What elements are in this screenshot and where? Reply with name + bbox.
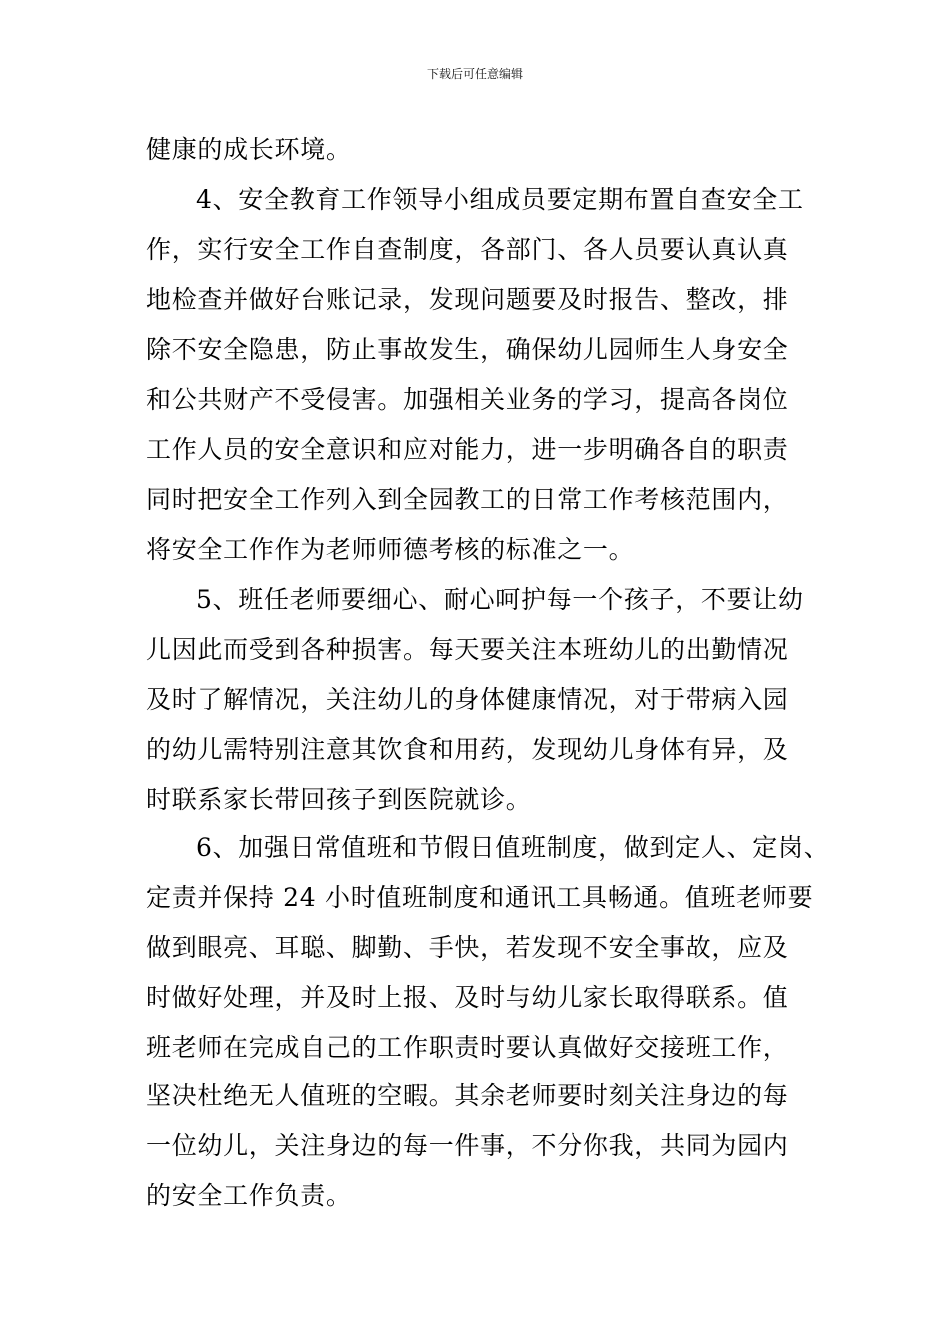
text-line: 的幼儿需特别注意其饮食和用药，发现幼儿身体有异，及 (146, 735, 789, 764)
text-line: 坚决杜绝无人值班的空暇。其余老师要时刻关注身边的每 (146, 1081, 789, 1110)
page-header-note: 下载后可任意编辑 (426, 67, 523, 81)
paragraph-6-first-line: 6、加强日常值班和节假日值班制度，做到定人、定岗、 (196, 833, 830, 862)
text-line: 将安全工作作为老师师德考核的标准之一。 (146, 535, 635, 564)
text-line: 作，实行安全工作自查制度，各部门、各人员要认真认真 (146, 235, 789, 264)
paragraph-4-first-line: 4、安全教育工作领导小组成员要定期布置自查安全工 (196, 185, 804, 214)
text-line: 班老师在完成自己的工作职责时要认真做好交接班工作， (146, 1033, 789, 1062)
text-line: 工作人员的安全意识和应对能力，进一步明确各自的职责 (146, 435, 789, 464)
text-line: 同时把安全工作列入到全园教工的日常工作考核范围内， (146, 485, 789, 514)
text-line: 的安全工作负责。 (146, 1181, 352, 1210)
text-line: 和公共财产不受侵害。加强相关业务的学习，提高各岗位 (146, 385, 789, 414)
text-line: 儿因此而受到各种损害。每天要关注本班幼儿的出勤情况 (146, 635, 789, 664)
text-line: 一位幼儿，关注身边的每一件事，不分你我，共同为园内 (146, 1131, 789, 1160)
text-line: 做到眼亮、耳聪、脚勤、手快，若发现不安全事故，应及 (146, 933, 789, 962)
text-line: 除不安全隐患，防止事故发生，确保幼儿园师生人身安全 (146, 335, 789, 364)
text-line: 时做好处理，并及时上报、及时与幼儿家长取得联系。值 (146, 983, 789, 1012)
text-line: 时联系家长带回孩子到医院就诊。 (146, 785, 532, 814)
text-line: 及时了解情况，关注幼儿的身体健康情况，对于带病入园 (146, 685, 789, 714)
text-line: 定责并保持 24 小时值班制度和通讯工具畅通。值班老师要 (146, 883, 814, 912)
text-line: 健康的成长环境。 (146, 135, 352, 164)
text-line: 地检查并做好台账记录，发现问题要及时报告、整改，排 (146, 285, 789, 314)
paragraph-5-first-line: 5、班任老师要细心、耐心呵护每一个孩子，不要让幼 (196, 585, 804, 614)
